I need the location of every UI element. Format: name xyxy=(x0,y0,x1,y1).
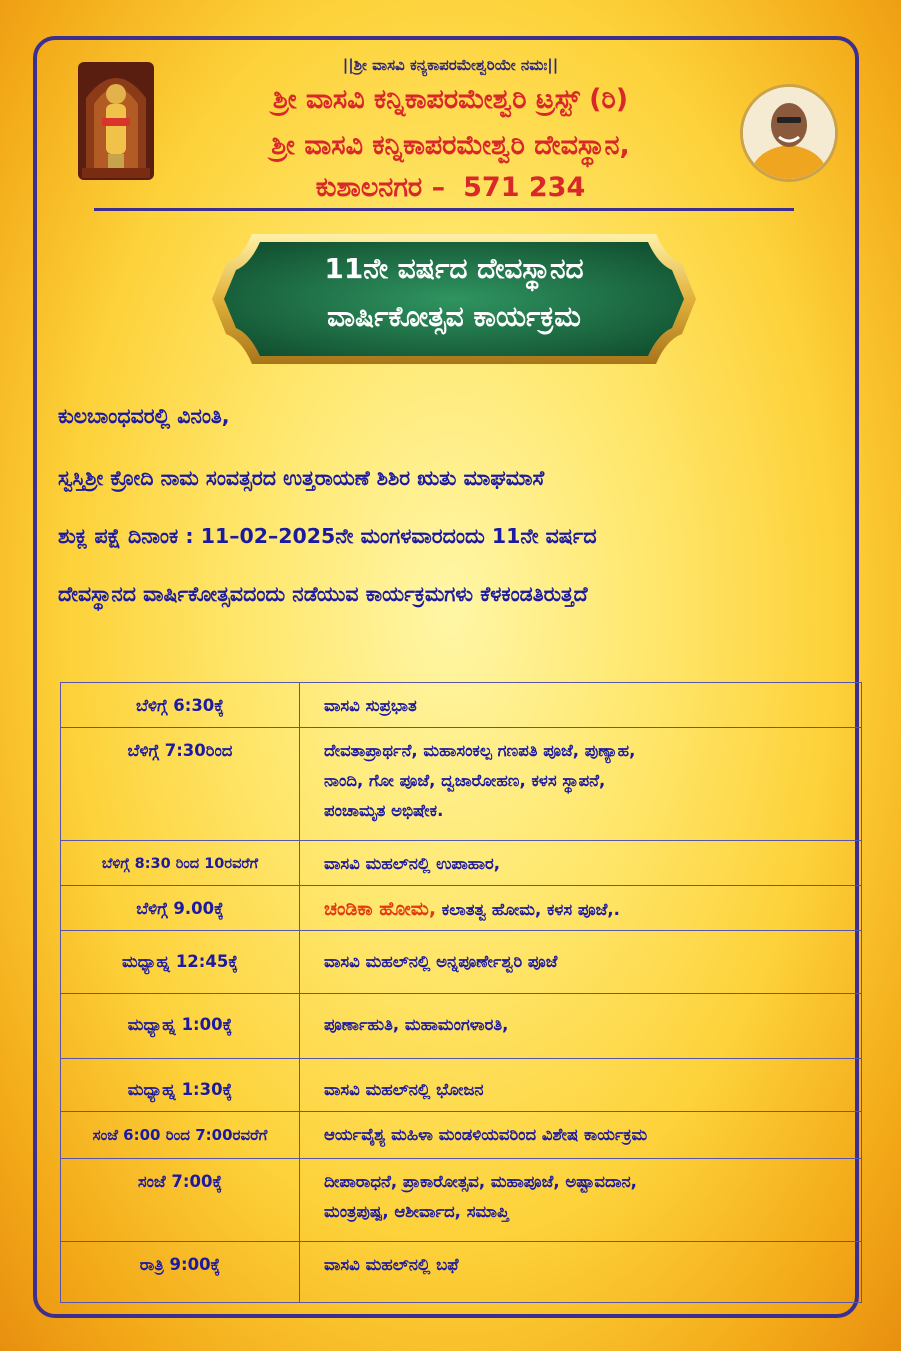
schedule-time: ಮಧ್ಯಾಹ್ನ 12:45ಕ್ಕೆ xyxy=(121,952,239,971)
schedule-event: ಆರ್ಯವೈಶ್ಯ ಮಹಿಳಾ ಮಂಡಳಿಯವರಿಂದ ವಿಶೇಷ ಕಾರ್ಯಕ್ರಮ xyxy=(324,1125,648,1144)
schedule-time: ಬೆಳಿಗ್ಗೆ 8:30 ರಿಂದ 10ರವರೆಗೆ xyxy=(101,856,259,872)
table-row xyxy=(61,994,862,1059)
schedule-event: ವಾಸವಿ ಮಹಲ್‌ನಲ್ಲಿ ಉಪಾಹಾರ, xyxy=(324,854,501,873)
invocation-text: ||ಶ್ರೀ ವಾಸವಿ ಕನ್ಯಕಾಪರಮೇಶ್ವರಿಯೇ ನಮಃ|| xyxy=(342,56,559,74)
temple-address xyxy=(0,172,901,204)
banner-title-line1: 11ನೇ ವರ್ಷದ ದೇವಸ್ಥಾನದ xyxy=(324,252,584,285)
schedule-event-line: ಮಂತ್ರಪುಷ್ಪ, ಆಶೀರ್ವಾದ, ಸಮಾಪ್ತಿ xyxy=(324,1202,509,1221)
table-row xyxy=(61,728,862,841)
pincode: 571 234 xyxy=(463,172,586,203)
schedule-event: ಪೂರ್ಣಾಹುತಿ, ಮಹಾಮಂಗಳಾರತಿ, xyxy=(324,1015,509,1034)
schedule-event-line: ನಾಂದಿ, ಗೋ ಪೂಜೆ, ದ್ವಜಾರೋಹಣ, ಕಳಸ ಸ್ಥಾಪನೆ, xyxy=(324,771,606,790)
header-divider xyxy=(94,208,794,211)
schedule-table xyxy=(60,682,862,1303)
place-name: ಕುಶಾಲನಗರ – xyxy=(315,172,446,203)
schedule-event: ವಾಸವಿ ಸುಪ್ರಭಾತ xyxy=(324,696,417,715)
intro-greeting: ಕುಲಬಾಂಧವರಲ್ಲಿ ವಿನಂತಿ, xyxy=(58,404,230,428)
schedule-event: ವಾಸವಿ ಮಹಲ್‌ನಲ್ಲಿ ಬಫೆ xyxy=(324,1255,459,1274)
schedule-event-line: ಪಂಚಾಮೃತ ಅಭಿಷೇಕ. xyxy=(324,801,444,820)
table-row xyxy=(61,886,862,931)
deity-idol-image xyxy=(72,58,160,184)
schedule-event: ವಾಸವಿ ಮಹಲ್‌ನಲ್ಲಿ ಅನ್ನಪೂರ್ಣೇಶ್ವರಿ ಪೂಜೆ xyxy=(324,952,558,971)
schedule-time: ಸಂಜೆ 6:00 ರಿಂದ 7:00ರವರೆಗೆ xyxy=(92,1126,268,1144)
intro-line-3: ಶುಕ್ಲ ಪಕ್ಷೆ ದಿನಾಂಕ : 11–02–2025ನೇ ಮಂಗಳವಾರದಂದು 11ನೇ ವರ್ಷದ xyxy=(58,524,597,548)
table-row xyxy=(61,1112,862,1159)
banner-title-line2: ವಾರ್ಷಿಕೋತ್ಸವ ಕಾರ್ಯಕ್ರಮ xyxy=(327,300,581,333)
schedule-time: ಮಧ್ಯಾಹ್ನ 1:00ಕ್ಕೆ xyxy=(127,1015,233,1034)
schedule-event-line: ದೇವತಾಪ್ರಾರ್ಥನೆ, ಮಹಾಸಂಕಲ್ಪ ಗಣಪತಿ ಪೂಜೆ, ಪುಣ್ಯಾಹ, xyxy=(324,741,636,760)
schedule-event: ಕಲಾತತ್ವ ಹೋಮ, ಕಳಸ ಪೂಜೆ,. xyxy=(441,900,620,919)
intro-line-4: ದೇವಸ್ಥಾನದ ವಾರ್ಷಿಕೋತ್ಸವದಂದು ನಡೆಯುವ ಕಾರ್ಯಕ್ರಮಗಳು ಕೆಳಕಂಡತಿರುತ್ತದೆ xyxy=(58,582,588,606)
schedule-time: ಸಂಜೆ 7:00ಕ್ಕೆ xyxy=(137,1172,223,1191)
table-row xyxy=(61,1159,862,1242)
chandika-homa-highlight: ಚಂಡಿಕಾ ಹೋಮ, xyxy=(324,898,437,920)
intro-line-2: ಸ್ವಸ್ತಿಶ್ರೀ ಕ್ರೋದಿ ನಾಮ ಸಂವತ್ಸರದ ಉತ್ತರಾಯಣೆ ಶಿಶಿರ ಋತು ಮಾಘಮಾಸೆ xyxy=(58,466,545,490)
table-row xyxy=(61,841,862,886)
title-banner xyxy=(212,228,696,370)
schedule-time: ರಾತ್ರಿ 9:00ಕ್ಕೆ xyxy=(139,1255,221,1274)
schedule-time: ಬೆಳಿಗ್ಗೆ 7:30ರಿಂದ xyxy=(127,741,233,760)
trust-name: ಶ್ರೀ ವಾಸವಿ ಕನ್ನಿಕಾಪರಮೇಶ್ವರಿ ಟ್ರಸ್ಟ್ (ರಿ) xyxy=(272,84,629,115)
temple-name: ಶ್ರೀ ವಾಸವಿ ಕನ್ನಿಕಾಪರಮೇಶ್ವರಿ ದೇವಸ್ಥಾನ, xyxy=(271,130,630,161)
table-row xyxy=(61,1059,862,1112)
table-row xyxy=(61,683,862,728)
table-row xyxy=(61,1242,862,1303)
schedule-event: ವಾಸವಿ ಮಹಲ್‌ನಲ್ಲಿ ಭೋಜನ xyxy=(324,1080,484,1099)
schedule-event-line: ದೀಪಾರಾಧನೆ, ಪ್ರಾಕಾರೋತ್ಸವ, ಮಹಾಪೂಜೆ, ಅಷ್ಟಾವದಾನ, xyxy=(324,1172,637,1191)
schedule-time: ಬೆಳಿಗ್ಗೆ 6:30ಕ್ಕೆ xyxy=(136,696,224,715)
schedule-time: ಬೆಳಿಗ್ಗೆ 9.00ಕ್ಕೆ xyxy=(136,899,224,918)
schedule-time: ಮಧ್ಯಾಹ್ನ 1:30ಕ್ಕೆ xyxy=(127,1080,233,1099)
table-row xyxy=(61,931,862,994)
